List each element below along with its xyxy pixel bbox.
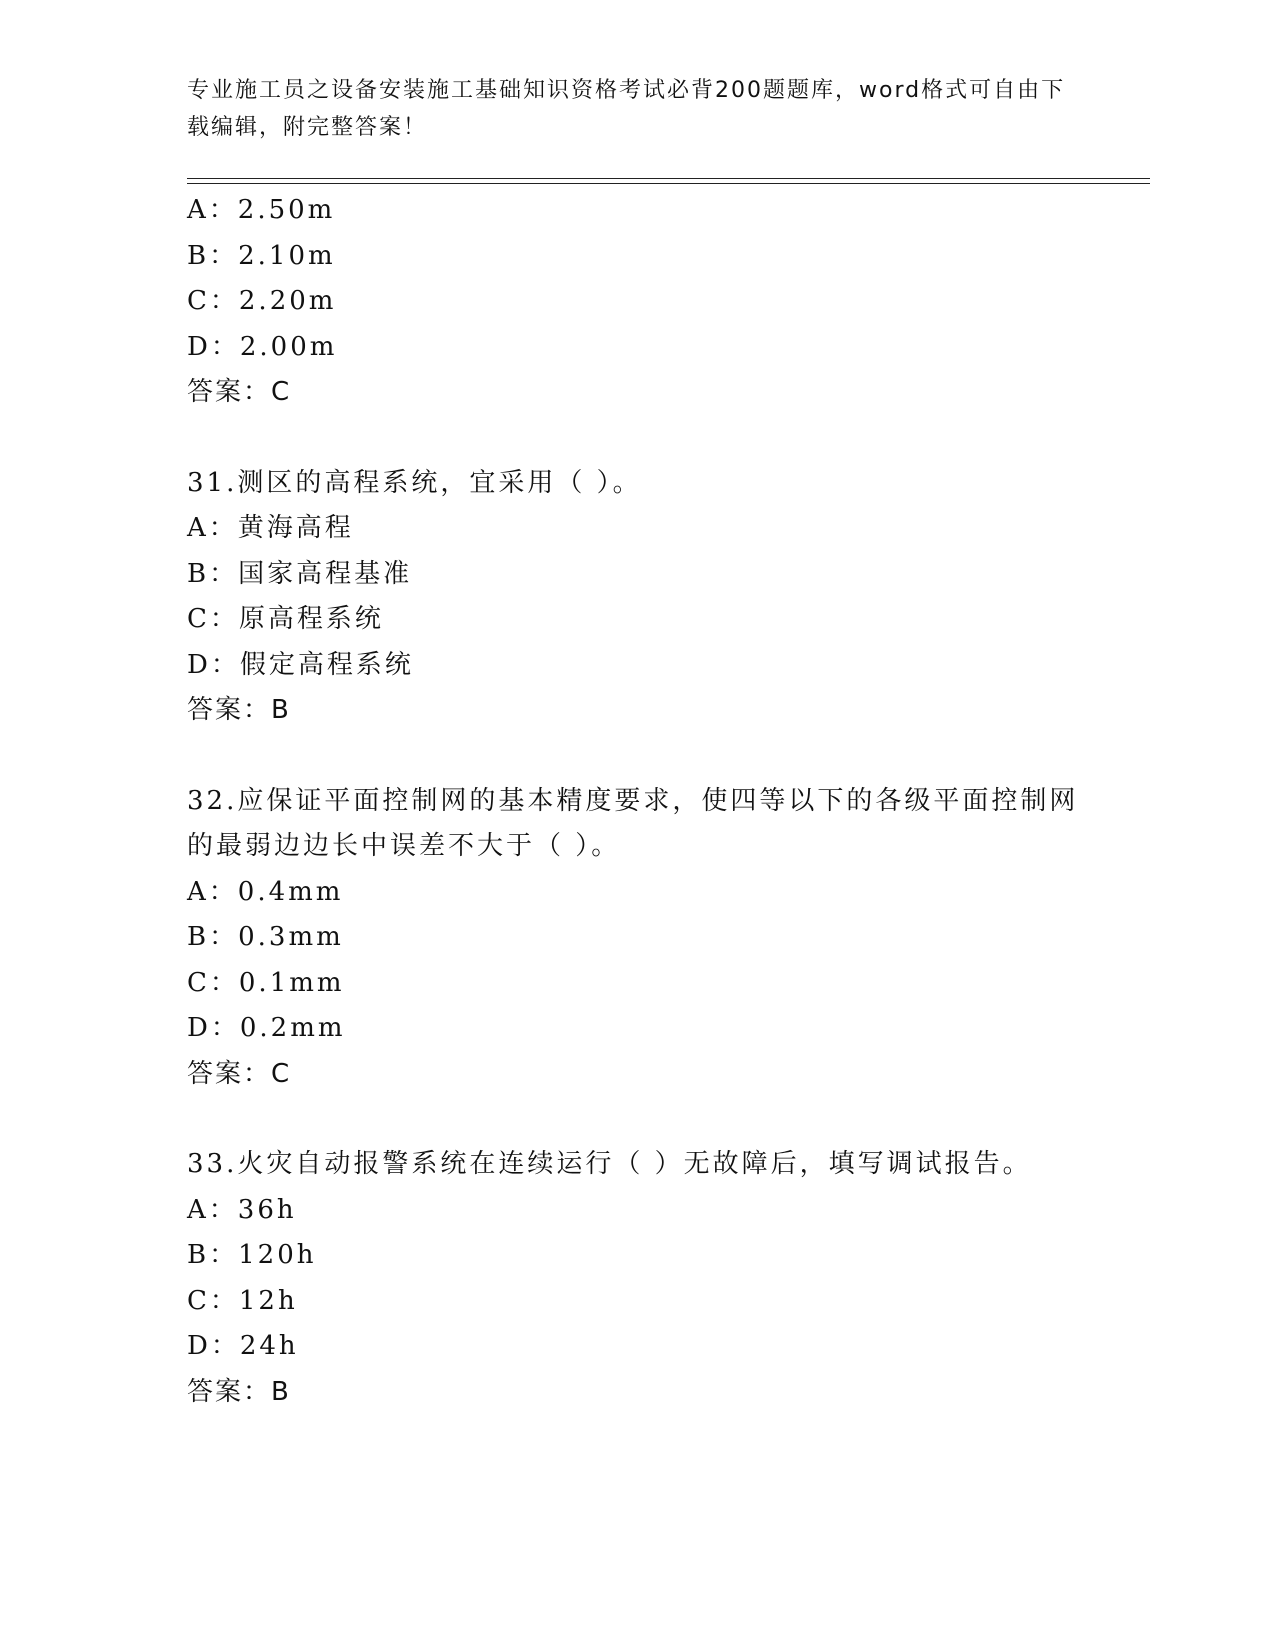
answer-line: 答案：C <box>187 1058 292 1089</box>
option-a: A：0.4mm <box>187 876 344 907</box>
option-a: A：黄海高程 <box>187 513 354 543</box>
option-b: B：2.10m <box>187 240 336 271</box>
option-b: B：120h <box>187 1240 317 1270</box>
question-stem: 32.应保证平面控制网的基本精度要求，使四等以下的各级平面控制网的最弱边边长中误差不大于（ ）。 <box>187 785 1079 861</box>
question-list <box>187 188 1087 1415</box>
question-32 <box>187 779 1087 1098</box>
header-divider <box>187 178 1150 184</box>
option-a: A：2.50m <box>187 195 336 225</box>
answer-line: 答案：C <box>187 377 292 407</box>
question-33 <box>187 1142 1087 1415</box>
option-b: B：国家高程基准 <box>187 558 413 589</box>
option-d: D：2.00m <box>187 331 338 362</box>
question-31 <box>187 461 1087 734</box>
option-a: A：36h <box>187 1194 297 1225</box>
question-stem: 33.火灾自动报警系统在连续运行（ ）无故障后，填写调试报告。 <box>187 1149 1032 1179</box>
option-c: C：原高程系统 <box>187 604 384 634</box>
question-stem: 31.测区的高程系统，宜采用（ ）。 <box>187 467 642 498</box>
option-c: C：0.1mm <box>187 967 345 998</box>
option-c: C：12h <box>187 1285 298 1316</box>
option-d: D：24h <box>187 1331 299 1361</box>
document-header: 专业施工员之设备安装施工基础知识资格考试必背200题题库，word格式可自由下载编辑，附完整答案！ <box>187 78 1066 140</box>
option-d: D：假定高程系统 <box>187 649 414 680</box>
answer-line: 答案：B <box>187 695 291 725</box>
option-b: B：0.3mm <box>187 922 344 952</box>
answer-line: 答案：B <box>187 1376 291 1407</box>
option-c: C：2.20m <box>187 286 337 316</box>
question-30 <box>187 188 1087 416</box>
option-d: D：0.2mm <box>187 1013 346 1043</box>
